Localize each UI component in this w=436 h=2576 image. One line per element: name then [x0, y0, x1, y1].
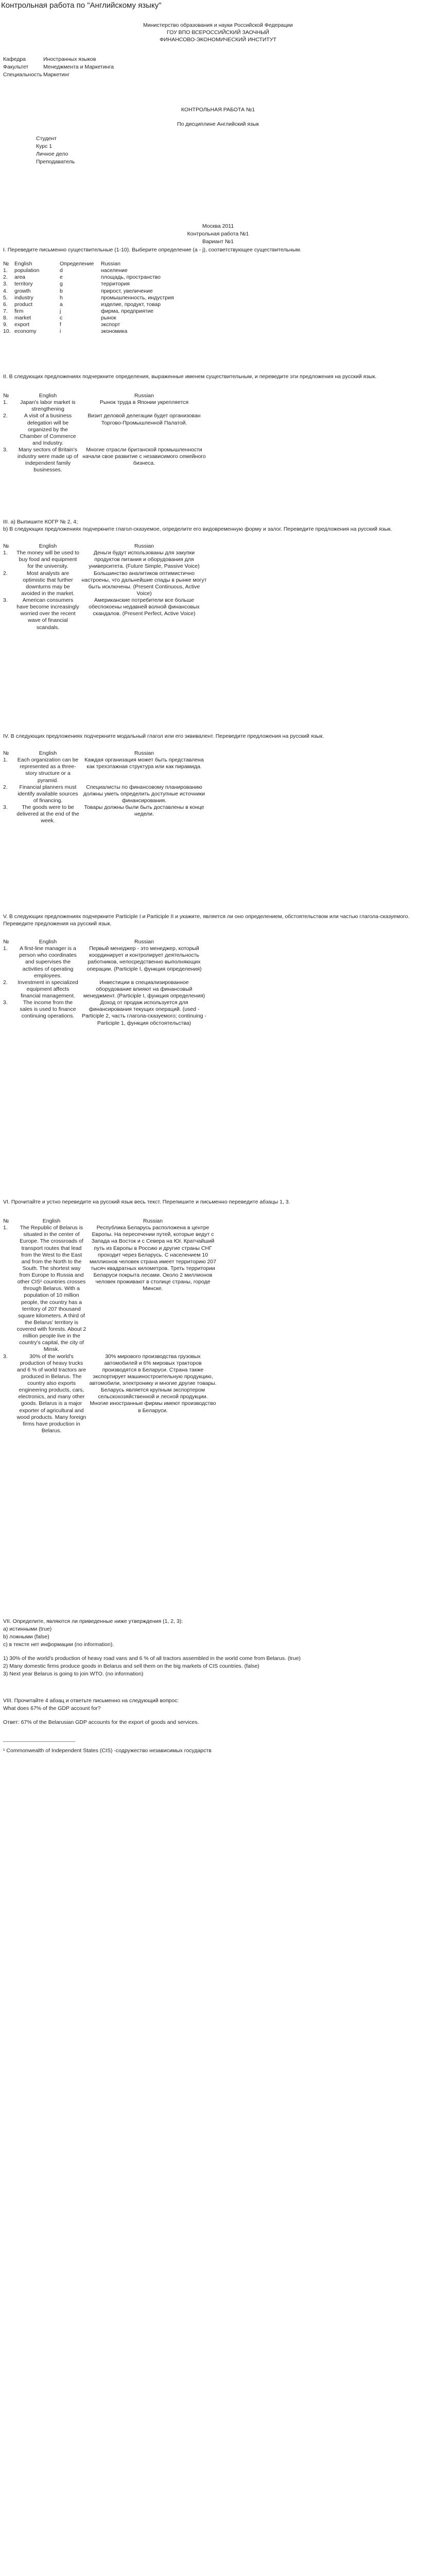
- col-header: №: [3, 543, 9, 549]
- section-2-rows: [2, 399, 208, 473]
- table-cell: d: [60, 267, 63, 274]
- section-1-table: [2, 261, 198, 335]
- table-cell: Рынок труда в Японии укрепляется: [99, 399, 189, 406]
- meta-value: Маркетинг: [43, 72, 70, 78]
- table-cell: фирма, предприятие: [101, 308, 154, 314]
- col-header: Russian: [134, 543, 154, 549]
- col-header: Russian: [143, 1218, 163, 1224]
- table-cell: 5.: [3, 294, 8, 301]
- section-4-table: [2, 750, 208, 824]
- table-cell: American consumers have become increasingly worried over the recent wave of financial scandals.: [16, 597, 79, 631]
- col-header: Russian: [134, 393, 154, 399]
- table-cell: Многие отрасли британской промышленности начали свое развитие с независимого семейного бизнеса.: [82, 447, 206, 467]
- table-cell: f: [60, 321, 61, 328]
- option-false: b) ложными (false): [3, 1634, 49, 1640]
- statement: 3) Next year Belarus is going to join WTO. (no information): [3, 1671, 144, 1677]
- work-title: КОНТРОЛЬНАЯ РАБОТА №1: [181, 107, 255, 113]
- col-header: English: [39, 543, 57, 549]
- table-header-row: [2, 750, 208, 757]
- table-cell: firm: [14, 308, 24, 314]
- table-cell: economy: [14, 328, 37, 335]
- table-cell: A visit of a business delegation will be organized by the Chamber of Commerce and Industry.: [20, 413, 76, 446]
- table-header-row: [2, 543, 208, 550]
- page-title: Контрольная работа по "Английскому языку": [1, 1, 162, 10]
- table-cell: Американские потребители все больше обеспокоены недавней волной финансовых скандалов. (Present Perfect, Active Voice): [89, 597, 200, 617]
- table-cell: Каждая организация может быть представлена как трехэтажная структура или как пирамида.: [84, 757, 204, 770]
- section-5-intro: V. В следующих предложениях подчеркните Participle I и Participle II и укажите, является ли оно определением, обстоятельством или частью глагола-сказуемого. Переведите предложения на русский язык.: [3, 913, 410, 927]
- section-2-intro: II. В следующих предложениях подчеркните определения, выраженные именем существительным, и переведите эти предложения на русский язык.: [3, 374, 377, 380]
- table-cell: Доход от продаж используется для финансирования текущих операций. (used - Participle 2, часть глагола-сказуемого; continuing - Participle 1, функция обстоятельства): [82, 999, 206, 1026]
- col-header: English: [39, 939, 57, 945]
- table-row: [2, 288, 198, 295]
- section-8-intro: VIII. Прочитайте 4 абзац и ответьте письменно на следующий вопрос:: [3, 1698, 179, 1704]
- table-cell: 2.: [3, 784, 8, 790]
- table-row: [2, 1225, 218, 1353]
- meta-block: [3, 56, 114, 79]
- table-cell: Товары должны были быть доставлены в конце недели.: [84, 804, 204, 818]
- table-cell: A first-line manager is a person who coordinates and supervises the activities of operating employees.: [19, 945, 77, 979]
- table-cell: Республика Беларусь расположена в центре Европы. На пересечении путей, которые ведут с Запада на Восток и с Севера на Юг. Кратчайший путь из Европы в Россию и другие страны СНГ проходит через Беларусь. С населением 10 миллионов человек страна имеет территорию 207 тысяч квадратных километров. Треть территории Беларуси покрыта лесами. Около 2 миллионов человек проживают в столице страны, городе Минске.: [89, 1225, 217, 1292]
- table-row: [2, 945, 208, 979]
- meta-row: [3, 63, 114, 71]
- table-cell: b: [60, 287, 63, 294]
- table-cell: The money will be used to buy food and equipment for the university.: [16, 550, 79, 570]
- table-cell: The goods were to be delivered at the end of the week.: [16, 804, 79, 824]
- table-row: [2, 328, 198, 335]
- student-line: Преподаватель: [36, 159, 75, 165]
- section-7: [3, 1618, 433, 1678]
- table-cell: 1.: [3, 550, 8, 556]
- meta-key: Специальность: [3, 72, 42, 78]
- col-header: №: [3, 261, 9, 267]
- table-cell: Japan's labor market is strengthening: [20, 399, 76, 413]
- section-1-intro: I. Переведите письменно существительные (1-10). Выберите определение (a - j), соответствующее существительным.: [3, 247, 302, 253]
- table-row: [2, 1353, 218, 1435]
- table-row: [2, 301, 198, 308]
- meta-key: Факультет: [3, 64, 29, 70]
- student-line: Курс 1: [36, 143, 53, 149]
- col-header: English: [39, 393, 57, 399]
- table-row: [2, 295, 198, 301]
- section-3-table: [2, 543, 208, 631]
- table-row: [2, 413, 208, 447]
- section-3-rows: [2, 550, 208, 631]
- table-cell: Financial planners must identify available sources of financing.: [18, 784, 78, 804]
- table-row: [2, 399, 208, 413]
- table-cell: население: [101, 267, 128, 274]
- discipline: По дисциплине Английский язык: [177, 121, 259, 127]
- table-cell: market: [14, 315, 31, 321]
- table-cell: growth: [14, 287, 31, 294]
- meta-value: Менеджмента и Маркетинга: [43, 64, 114, 70]
- table-cell: площадь, пространство: [101, 274, 161, 281]
- section-6-table: [2, 1218, 218, 1434]
- section-7-intro: VII. Определите, являются ли приведенные ниже утверждения (1, 2, 3):: [3, 1618, 183, 1624]
- col-header: Russian: [134, 939, 154, 945]
- table-row: [2, 267, 198, 274]
- table-cell: 4.: [3, 287, 8, 294]
- table-row: [2, 979, 208, 999]
- work-number: Контрольная работа №1: [187, 231, 249, 237]
- city-year: Москва 2011: [202, 223, 234, 229]
- table-row: [2, 999, 208, 1027]
- table-cell: 2.: [3, 570, 8, 577]
- table-cell: area: [14, 274, 26, 281]
- table-cell: 3.: [3, 1353, 8, 1360]
- table-cell: c: [60, 315, 63, 321]
- table-cell: 3.: [3, 804, 8, 810]
- table-cell: Визит деловой делегации будет организован Торгово-Промышленной Палатой.: [88, 413, 201, 426]
- table-row: [2, 447, 208, 474]
- table-cell: Most analysts are optimistic that further downturns may be avoided in the market.: [21, 570, 75, 597]
- table-cell: 1.: [3, 945, 8, 952]
- table-cell: Специалисты по финансовому планированию должны уметь определить доступные источники финансирования.: [83, 784, 205, 804]
- table-cell: 8.: [3, 315, 8, 321]
- question: What does 67% of the GDP account for?: [3, 1705, 101, 1711]
- header-line: Министерство образования и науки Российской Федерации: [143, 22, 293, 28]
- table-cell: The Republic of Belarus is situated in the center of Europe. The crossroads of transport routes that lead from the West to the East and from the North to the South. The shortest way from Europe to Russia and other CIS¹ countries crosses through Belarus. With a population of 10 million people, the country has a territory of 207 thousand square kilometers. A third of the Belarus' territory is covered with forests. About 2 million people live in the country's capital, the city of Minsk.: [16, 1225, 86, 1353]
- col-header: English: [42, 1218, 61, 1224]
- statement: 2) Many domestic firms produce goods in Belarus and sell them on the big markets of CIS countries. (false): [3, 1663, 259, 1669]
- table-cell: Each organization can be represented as a three-story structure or a pyramid.: [17, 757, 79, 784]
- table-header-row: [2, 1218, 218, 1225]
- option-true: a) истинными (true): [3, 1626, 52, 1632]
- table-row: [2, 274, 198, 281]
- col-header: English: [39, 750, 57, 756]
- col-header: №: [3, 393, 9, 399]
- col-header: Определение: [60, 261, 94, 267]
- table-cell: 2.: [3, 274, 8, 281]
- meta-key: Кафедра: [3, 56, 26, 62]
- footnote: ¹ Commonwealth of Independent States (CIS) -содружество независимых государств: [3, 1748, 212, 1754]
- col-header: English: [14, 261, 32, 267]
- section-4-rows: [2, 757, 208, 824]
- table-cell: j: [60, 308, 61, 314]
- table-cell: i: [60, 328, 61, 335]
- col-header: Russian: [101, 261, 120, 267]
- table-row: [2, 597, 208, 631]
- table-cell: 6.: [3, 301, 8, 308]
- table-cell: экспорт: [101, 321, 120, 328]
- section-5-table: [2, 939, 208, 1027]
- institution-header: [0, 22, 436, 43]
- section-1-rows: [2, 267, 198, 335]
- table-header-row: [2, 939, 208, 945]
- header-line: ГОУ ВПО ВСЕРОССИЙСКИЙ ЗАОЧНЫЙ: [167, 29, 269, 36]
- table-cell: e: [60, 274, 63, 281]
- variant: Вариант №1: [202, 239, 234, 245]
- section-5-rows: [2, 945, 208, 1027]
- table-cell: Большинство аналитиков оптимистично настроены, что дальнейшие спады в рынке могут быть исключены. (Present Continuous, Active Voice): [81, 570, 207, 597]
- table-cell: промышленность, индустрия: [101, 294, 174, 301]
- table-cell: 3.: [3, 447, 8, 453]
- table-cell: population: [14, 267, 40, 274]
- table-cell: 30% мирового производства грузовых автомобилей и 6% мировых тракторов производятся в Беларуси. Страна также экспортирует машиностроительную продукцию, автомобили, электронику и многие другие товары. Беларусь является крупным экспортером сельскохозяйственной и лесной продукции. Многие иностранные фирмы имеют производство в Беларуси.: [89, 1353, 217, 1414]
- table-cell: изделие, продукт, товар: [101, 301, 161, 308]
- table-row: [2, 570, 208, 598]
- table-cell: рынок: [101, 315, 116, 321]
- table-cell: 1.: [3, 267, 8, 274]
- table-row: [2, 315, 198, 321]
- table-row: [2, 550, 208, 570]
- table-cell: product: [14, 301, 33, 308]
- statement: 1) 30% of the world's production of heavy road vans and 6 % of all tractors assembled in the world come from Belarus. (true): [3, 1655, 301, 1662]
- section-6-intro: VI. Прочитайте и устно переведите на русский язык весь текст. Перепишите и письменно переведите абзацы 1, 3.: [3, 1199, 290, 1205]
- table-cell: 1.: [3, 1225, 8, 1231]
- student-line: Студент: [36, 135, 57, 142]
- table-cell: 3.: [3, 999, 8, 1006]
- table-header-row: [2, 261, 198, 267]
- section-3-line-2: b) В следующих предложениях подчеркните глагол-сказуемое, определите его видовременную форму и залог. Переведите предложения на русский язык.: [3, 526, 392, 532]
- table-cell: export: [14, 321, 30, 328]
- table-row: [2, 308, 198, 315]
- table-cell: a: [60, 301, 63, 308]
- table-cell: Many sectors of Britain's industry were made up of independent family businesses.: [18, 447, 78, 473]
- table-cell: 3.: [3, 597, 8, 603]
- table-cell: 7.: [3, 308, 8, 314]
- table-cell: 1.: [3, 757, 8, 764]
- section-8: [3, 1697, 433, 1726]
- table-row: [2, 321, 198, 328]
- table-cell: g: [60, 281, 63, 287]
- header-line: ФИНАНСОВО-ЭКОНОМИЧЕСКИЙ ИНСТИТУТ: [160, 37, 276, 43]
- table-cell: Инвестиции в специализированное оборудование влияют на финансовый менеджмент. (Participle I, функция определения): [83, 979, 205, 999]
- meta-row: [3, 56, 114, 63]
- table-cell: экономика: [101, 328, 128, 335]
- table-cell: Investment in specialized equipment affects financial management.: [18, 979, 78, 999]
- table-cell: территория: [101, 281, 130, 287]
- table-cell: 10.: [3, 328, 11, 335]
- table-cell: 1.: [3, 399, 8, 406]
- col-header: №: [3, 939, 9, 945]
- section-4-intro: IV. В следующих предложениях подчеркните модальный глагол или его эквивалент. Переведите предложения на русский язык.: [3, 733, 324, 739]
- footnote-rule: [3, 1741, 75, 1742]
- meta-value: Иностранных языков: [43, 56, 96, 62]
- meta-row: [3, 71, 114, 79]
- answer: Ответ: 67% of the Belarusian GDP accounts for the export of goods and services.: [3, 1719, 199, 1725]
- table-cell: 2.: [3, 979, 8, 986]
- table-cell: The income from the sales is used to finance continuing operations.: [20, 999, 76, 1020]
- table-row: [2, 784, 208, 804]
- section-3-line-1: III. а) Выпишите КОГР № 2, 4;: [3, 519, 78, 525]
- section-6-rows: [2, 1225, 218, 1434]
- table-row: [2, 757, 208, 784]
- table-cell: industry: [14, 294, 33, 301]
- table-cell: Первый менеджер - это менеджер, который координирует и контролирует деятельность работников, непосредственно выполняющих операции. (Participle I, функция определения): [86, 945, 202, 972]
- col-header: №: [3, 750, 9, 756]
- student-line: Личное дело: [36, 151, 68, 157]
- table-row: [2, 804, 208, 824]
- table-cell: Деньги будут использованы для закупки продуктов питания и оборудования для университета. (Future Simple, Passive Voice): [89, 550, 200, 570]
- table-header-row: [2, 393, 208, 399]
- table-cell: h: [60, 294, 63, 301]
- section-2-table: [2, 393, 208, 474]
- table-cell: 2.: [3, 413, 8, 419]
- table-cell: 3.: [3, 281, 8, 287]
- student-block: [36, 135, 75, 166]
- table-cell: 30% of the world's production of heavy trucks and 6 % of world tractors are produced in Belarus. The country also exports engineering products, cars, electronics, and many other goods. Belarus is a major exporter of agricultural and wood products. Many foreign firms have production in Belarus.: [16, 1353, 86, 1434]
- table-cell: 9.: [3, 321, 8, 328]
- table-cell: прирост, увеличение: [101, 287, 153, 294]
- col-header: №: [3, 1218, 9, 1224]
- option-no-info: c) в тексте нет информации (no information).: [3, 1641, 114, 1648]
- table-cell: territory: [14, 281, 33, 287]
- col-header: Russian: [134, 750, 154, 756]
- table-row: [2, 281, 198, 287]
